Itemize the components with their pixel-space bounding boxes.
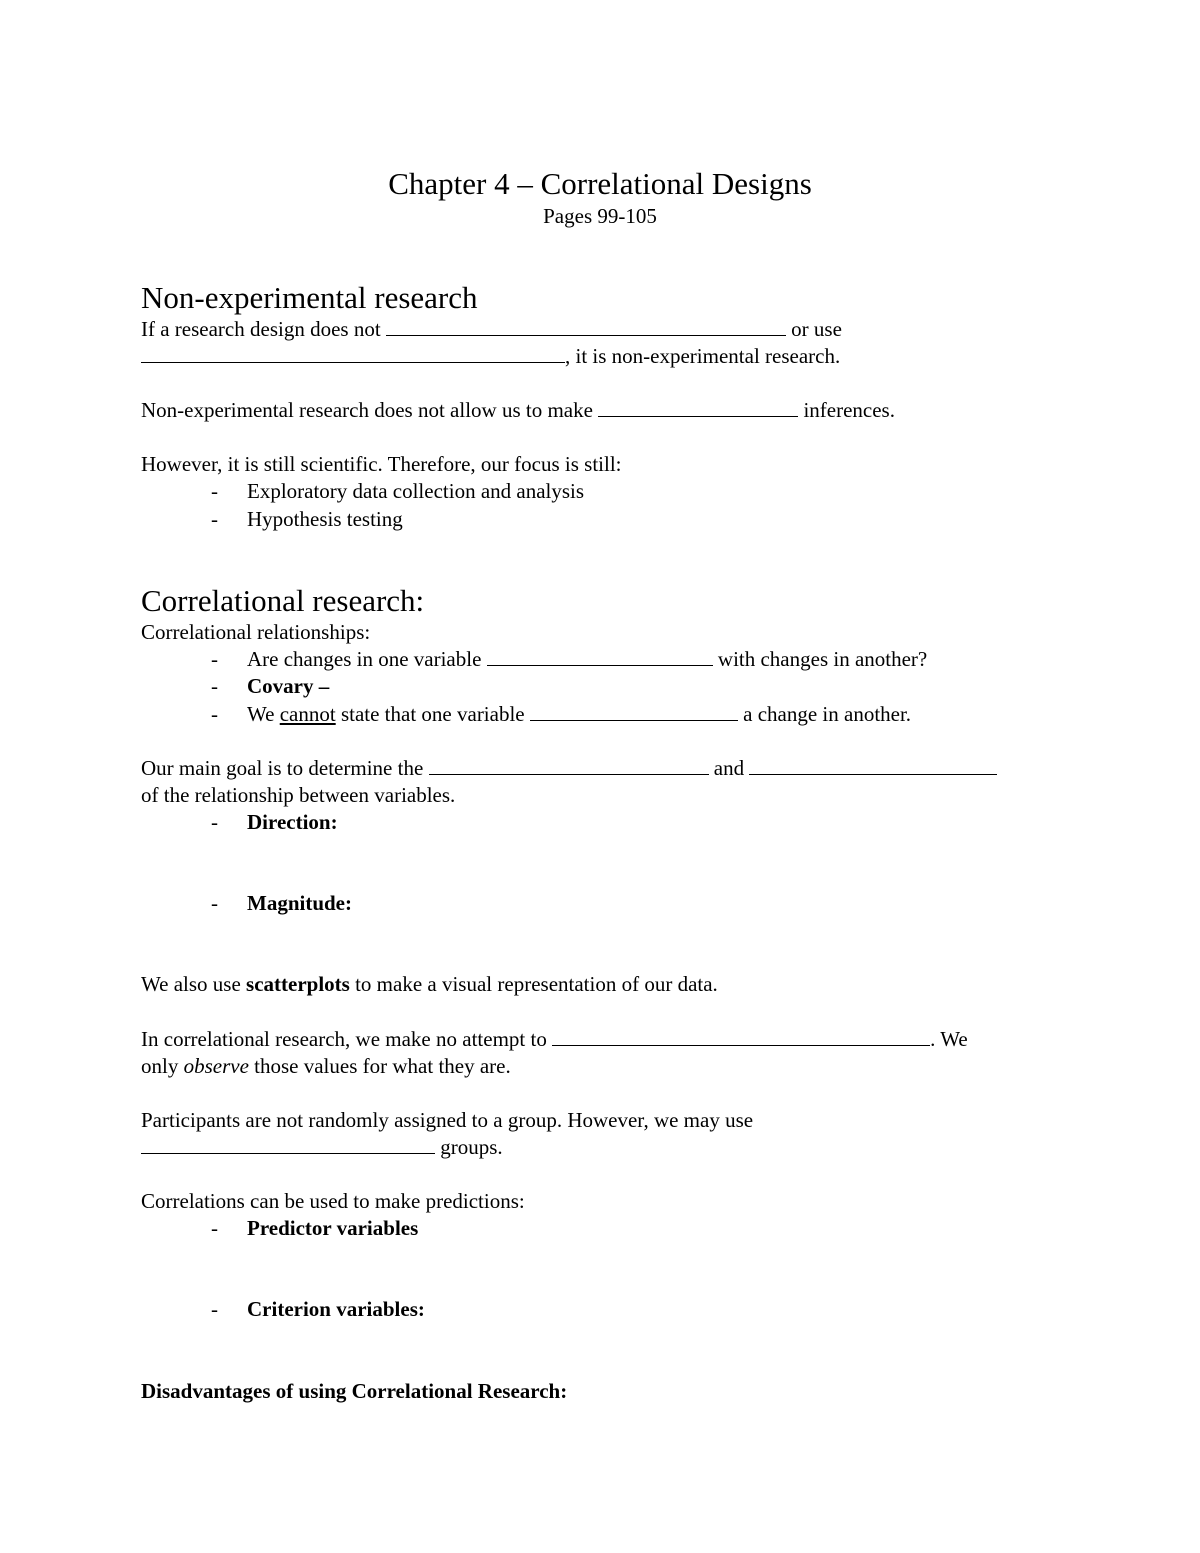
section-heading-non-experimental: Non-experimental research [141,280,478,315]
section-heading-correlational: Correlational research: [141,583,425,618]
fill-in-blank[interactable] [749,756,997,775]
fill-in-blank[interactable] [141,344,565,363]
fill-in-blank[interactable] [598,398,798,417]
paragraph-line: Participants are not randomly assigned to a group. However, we may use [141,1108,754,1132]
fill-in-blank[interactable] [141,1135,435,1154]
fill-in-blank[interactable] [530,702,738,721]
paragraph-line: We also use scatterplots to make a visual representation of our data. [141,972,718,996]
list-item: - Exploratory data collection and analysis [211,479,585,503]
paragraph-line: Correlations can be used to make predictions: [141,1189,525,1213]
paragraph-line: of the relationship between variables. [141,783,456,807]
paragraph-line: only observe those values for what they are. [141,1054,511,1078]
paragraph-line: groups. [141,1134,503,1161]
fill-in-blank[interactable] [429,756,709,775]
list-item: - Are changes in one variable with changes in another? [211,647,928,671]
paragraph-line: If a research design does not or use [141,317,842,341]
fill-in-blank[interactable] [386,317,786,336]
paragraph-line: Correlational relationships: [141,620,371,644]
list-item: - Covary – [211,674,330,698]
page-title: Chapter 4 – Correlational Designs [388,166,812,201]
fill-in-blank[interactable] [552,1027,930,1046]
page-range: Pages 99-105 [543,204,657,228]
list-item: - Magnitude: [211,891,352,915]
paragraph-line: Our main goal is to determine the and [141,755,997,782]
paragraph-line: Non-experimental research does not allow us to make inferences. [141,398,895,422]
list-item: - Hypothesis testing [211,507,403,531]
list-item: - Direction: [211,810,338,834]
list-item: - Predictor variables [211,1216,419,1240]
paragraph-line: , it is non-experimental research. [141,343,840,370]
section-heading-disadvantages: Disadvantages of using Correlational Research: [141,1379,568,1403]
list-item: - We cannot state that one variable a change in another. [211,702,912,726]
fill-in-blank[interactable] [487,647,713,666]
list-item: - Criterion variables: [211,1297,425,1321]
paragraph-line: In correlational research, we make no attempt to . We [141,1027,968,1051]
paragraph-line: However, it is still scientific. Therefore, our focus is still: [141,452,622,476]
